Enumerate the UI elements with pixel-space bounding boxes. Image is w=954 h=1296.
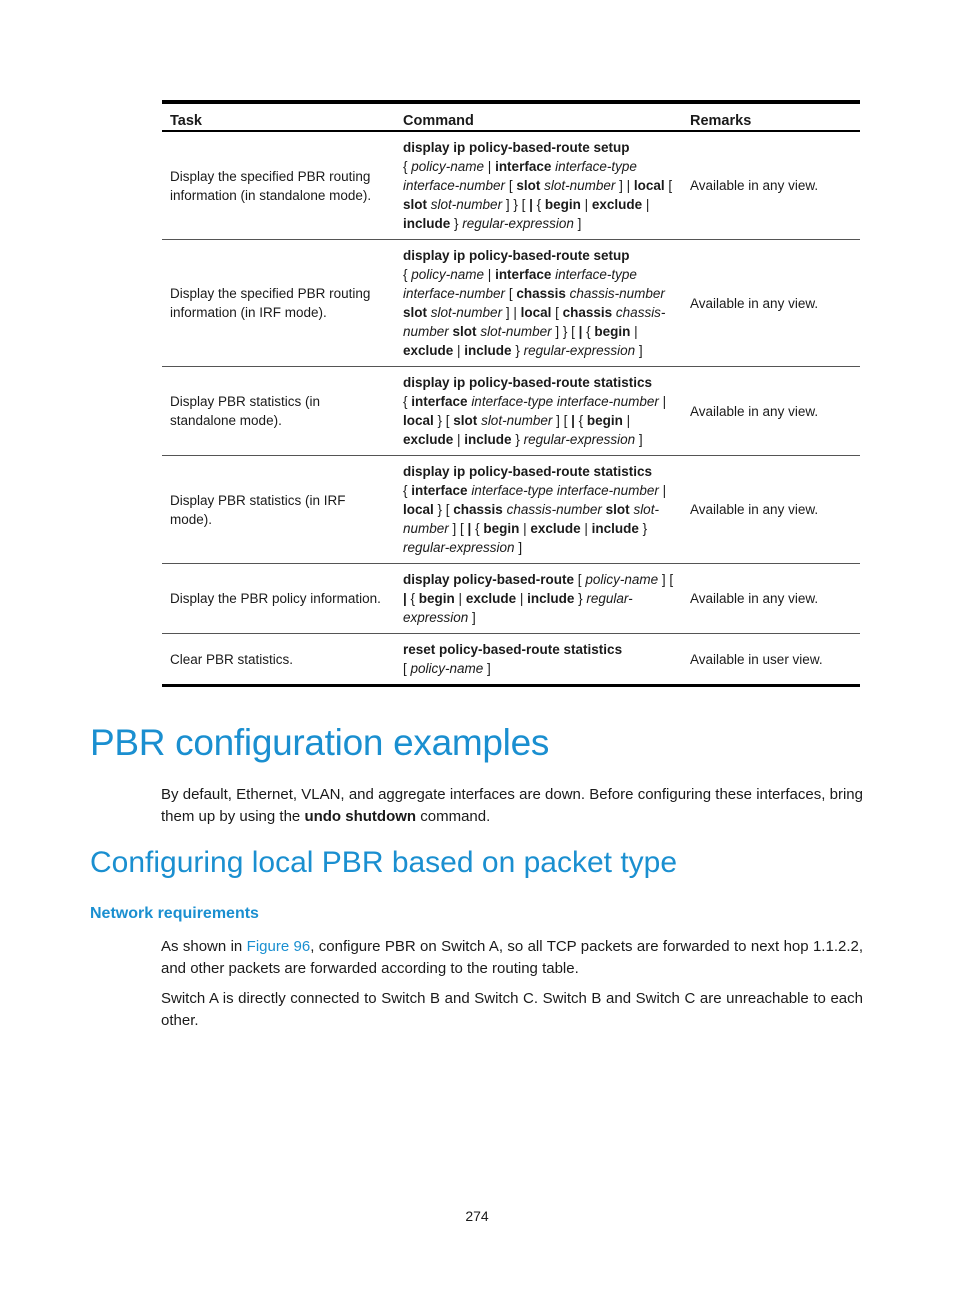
remarks-cell: Available in any view. [682,240,860,367]
command-cell: display ip policy-based-route setup { policy-name | interface interface-type interface-number [ chassis chassis-number slot slot-number ] | local [ chassis chassis-number slot slot-number ] } [ | { begin | exclude | include } regular-expression ] [395,240,682,367]
remarks-cell: Available in any view. [682,456,860,564]
header-task: Task [162,102,395,131]
command-table [162,100,860,687]
remarks-cell: Available in user view. [682,634,860,686]
command-cell: display ip policy-based-route statistics { interface interface-type interface-number | local } [ chassis chassis-number slot slot-number ] [ | { begin | exclude | include } regular-expression ] [395,456,682,564]
table-body [162,131,860,686]
p1-text-before: As shown in [161,938,247,955]
command-cell: reset policy-based-route statistics [ policy-name ] [395,634,682,686]
header-remarks: Remarks [682,102,860,131]
requirements-paragraph-1 [161,936,863,980]
table-row [162,564,860,634]
task-cell: Display the PBR policy information. [162,564,395,634]
task-cell: Clear PBR statistics. [162,634,395,686]
table-row [162,131,860,240]
table-row [162,456,860,564]
table-header-row [162,102,860,131]
section-title: PBR configuration examples [90,722,550,763]
intro-text-before: By default, Ethernet, VLAN, and aggregate interfaces are down. Before configuring these interfaces, bring them up by using the [161,786,863,825]
remarks-cell: Available in any view. [682,367,860,456]
remarks-cell: Available in any view. [682,131,860,240]
header-command: Command [395,102,682,131]
page-number: 274 [465,1208,489,1224]
command-table-container [162,100,860,687]
task-cell: Display PBR statistics (in standalone mode). [162,367,395,456]
command-cell: display ip policy-based-route setup { policy-name | interface interface-type interface-number [ slot slot-number ] | local [ slot slot-number ] } [ | { begin | exclude | include } regular-expression ] [395,131,682,240]
remarks-cell: Available in any view. [682,564,860,634]
command-cell: display policy-based-route [ policy-name ] [ | { begin | exclude | include } regular-expression ] [395,564,682,634]
task-cell: Display PBR statistics (in IRF mode). [162,456,395,564]
intro-text-after: command. [416,808,491,825]
requirements-paragraph-2: Switch A is directly connected to Switch B and Switch C. Switch B and Switch C are unreachable to each other. [161,990,863,1029]
network-requirements-heading: Network requirements [90,905,259,922]
table-row [162,367,860,456]
subsection-title: Configuring local PBR based on packet type [90,846,678,879]
task-cell: Display the specified PBR routing information (in standalone mode). [162,131,395,240]
command-cell: display ip policy-based-route statistics { interface interface-type interface-number | local } [ slot slot-number ] [ | { begin | exclude | include } regular-expression ] [395,367,682,456]
intro-paragraph [161,784,863,828]
task-cell: Display the specified PBR routing information (in IRF mode). [162,240,395,367]
intro-command: undo shutdown [304,808,417,825]
figure-96-link[interactable]: Figure 96 [246,938,311,955]
table-row [162,634,860,686]
p1-text-after: , configure PBR on Switch A, so all TCP packets are forwarded to next hop 1.1.2.2, and other packets are forwarded according to the routing table. [161,938,864,977]
table-row [162,240,860,367]
